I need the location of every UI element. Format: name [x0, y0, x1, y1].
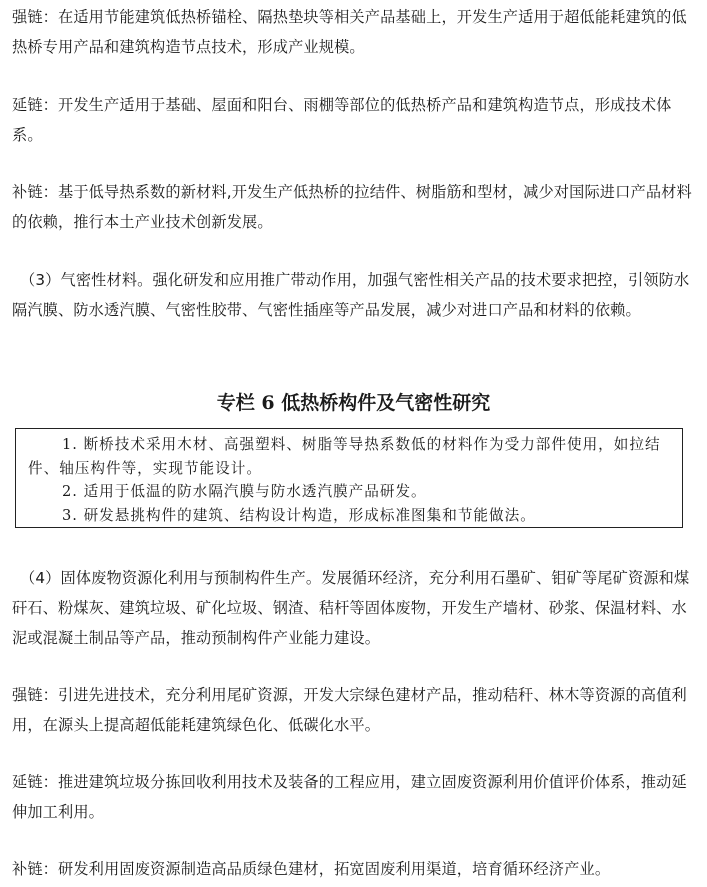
- paragraph-supplement-chain-solid-waste: 补链：研发利用固废资源制造高品质绿色建材，拓宽固废利用渠道，培育循环经济产业。: [12, 860, 611, 878]
- column-box-item-2: 2. 适用于低温的防水隔汽膜与防水透汽膜产品研发。: [62, 483, 427, 500]
- paragraph-extend-chain-solid-waste: 延链：推进建筑垃圾分拣回收利用技术及装备的工程应用，建立固废资源利用价值评价体系，推动延伸加工利用。: [12, 773, 687, 821]
- column-box: [15, 428, 683, 528]
- paragraph-strengthen-chain-solid-waste: 强链：引进先进技术，充分利用尾矿资源，开发大宗绿色建材产品，推动秸秆、林木等资源的高值利用，在源头上提高超低能耗建筑绿色化、低碳化水平。: [12, 686, 687, 734]
- column-box-item-1: 1. 断桥技术采用木材、高强塑料、树脂等导热系数低的材料作为受力部件使用，如拉结件、轴压构件等，实现节能设计。: [28, 436, 661, 477]
- paragraph-extend-chain-low-thermal-bridge: 延链：开发生产适用于基础、屋面和阳台、雨棚等部位的低热桥产品和建筑构造节点，形成技术体系。: [12, 96, 672, 144]
- paragraph-airtight-materials: （3）气密性材料。强化研发和应用推广带动作用，加强气密性相关产品的技术要求把控，引领防水隔汽膜、防水透汽膜、气密性胶带、气密性插座等产品发展，减少对进口产品和材料的依赖。: [12, 271, 690, 319]
- paragraph-supplement-chain-low-thermal-bridge: 补链：基于低导热系数的新材料,开发生产低热桥的拉结件、树脂筋和型材，减少对国际进口产品材料的依赖，推行本土产业技术创新发展。: [12, 183, 692, 231]
- paragraph-solid-waste-utilization: （4）固体废物资源化利用与预制构件生产。发展循环经济，充分利用石墨矿、钼矿等尾矿资源和煤矸石、粉煤灰、建筑垃圾、矿化垃圾、钢渣、秸杆等固体废物，开发生产墙材、砂浆、保温材料、水泥或混凝土制品等产品，推动预制构件产业能力建设。: [12, 569, 690, 647]
- column-box-item-3: 3. 研发悬挑构件的建筑、结构设计构造，形成标准图集和节能做法。: [62, 506, 536, 524]
- paragraph-strengthen-chain-low-thermal-bridge: 强链：在适用节能建筑低热桥锚栓、隔热垫块等相关产品基础上，开发生产适用于超低能耗建筑的低热桥专用产品和建筑构造节点技术，形成产业规模。: [12, 8, 687, 56]
- column-box-title: 专栏 6 低热桥构件及气密性研究: [216, 392, 491, 414]
